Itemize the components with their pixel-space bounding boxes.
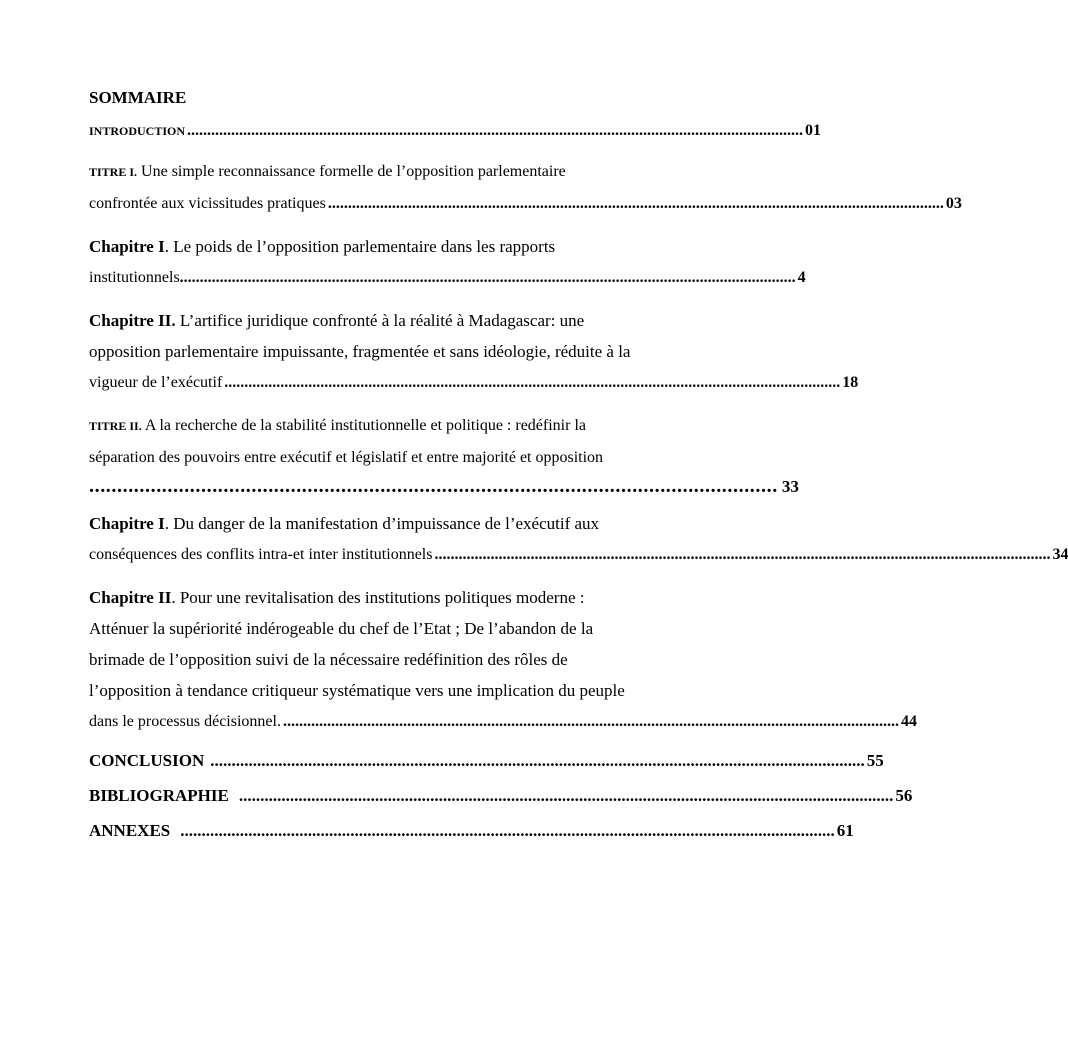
toc-page-number: 03 xyxy=(945,195,962,212)
toc-leader: .......................................................................................................................................................... xyxy=(327,195,944,212)
toc-entry-bibliographie xyxy=(89,780,913,811)
toc-label: INTRODUCTION xyxy=(89,124,186,138)
toc-entry-introduction xyxy=(89,121,822,141)
toc-label: ANNEXES xyxy=(89,821,171,840)
toc-text-line xyxy=(89,508,656,539)
toc-leader: .......................................................................................................................................................... xyxy=(187,122,804,139)
toc-text: . Du danger de la manifestation d’impuissance de l’exécutif aux xyxy=(164,514,600,533)
page-title: SOMMAIRE xyxy=(89,88,187,107)
toc-text: Atténuer la supériorité indérogeable du chef de l’Etat ; De l’abandon de la xyxy=(89,619,594,638)
toc-text-line xyxy=(89,442,656,473)
toc-prefix: TITRE I. xyxy=(89,165,138,179)
toc-page-number: 33 xyxy=(781,477,799,496)
toc-page-number: 01 xyxy=(805,122,822,139)
toc-page-number: 18 xyxy=(842,374,859,391)
toc-prefix: TITRE II. xyxy=(89,419,142,433)
toc-text: vigueur de l’exécutif xyxy=(89,374,223,391)
toc-text-line xyxy=(89,613,656,644)
toc-text: dans le processus décisionnel. xyxy=(89,713,281,730)
toc-text-line xyxy=(89,231,656,262)
toc-text-line xyxy=(89,582,656,613)
toc-leader: .......................................................................................................................................................... xyxy=(434,546,1051,563)
toc-entry-conclusion xyxy=(89,745,884,776)
toc-page-number: 61 xyxy=(836,821,854,840)
toc-leader: .......................................................................................................................................................... xyxy=(282,713,899,730)
toc-prefix: Chapitre II xyxy=(89,588,172,607)
toc-text: institutionnels xyxy=(89,269,180,286)
toc-text: Une simple reconnaissance formelle de l’opposition parlementaire xyxy=(141,163,566,180)
toc-leader: .......................................................................................................................................................... xyxy=(180,821,835,840)
toc-page-number: 4 xyxy=(797,269,806,286)
toc-leader: .......................................................................................................................................................... xyxy=(210,751,865,770)
toc-page-number: 56 xyxy=(895,786,913,805)
toc-text-line xyxy=(89,305,656,336)
toc-leader: .......................................................................................................................................................... xyxy=(238,786,894,805)
toc-text-line xyxy=(89,410,656,442)
toc-prefix: Chapitre I xyxy=(89,514,165,533)
toc-text-line xyxy=(89,336,656,367)
toc-text: conséquences des conflits intra-et inter institutionnels xyxy=(89,546,433,563)
toc-entry-titre-1 xyxy=(89,156,962,219)
table-of-contents xyxy=(89,88,1068,858)
toc-page-number: 44 xyxy=(900,713,917,730)
toc-text: . Le poids de l’opposition parlementaire dans les rapports xyxy=(164,237,556,256)
toc-leader: .......................................................................................................................................................... xyxy=(224,374,841,391)
toc-label: BIBLIOGRAPHIE xyxy=(89,786,229,805)
toc-text-line xyxy=(89,644,656,675)
toc-label: CONCLUSION xyxy=(89,751,205,770)
toc-page-number: 55 xyxy=(866,751,884,770)
toc-text: L’artifice juridique confronté à la réalité à Madagascar: une xyxy=(179,311,585,330)
toc-entry-chapitre-3 xyxy=(89,508,1068,570)
toc-entry-chapitre-2 xyxy=(89,305,859,398)
toc-text: l’opposition à tendance critiqueur systématique vers une implication du peuple xyxy=(89,681,625,700)
toc-leader: .......................................................................................................................................................... xyxy=(179,269,796,286)
toc-text: opposition parlementaire impuissante, fragmentée et sans idéologie, réduite à la xyxy=(89,342,631,361)
toc-text: . Pour une revitalisation des institutions politiques moderne : xyxy=(171,588,585,607)
toc-text: brimade de l’opposition suivi de la nécessaire redéfinition des rôles de xyxy=(89,650,568,669)
toc-entry-chapitre-4 xyxy=(89,582,917,737)
toc-entry-titre-2 xyxy=(89,410,799,500)
toc-prefix: Chapitre II. xyxy=(89,311,176,330)
toc-entry-annexes xyxy=(89,815,854,846)
toc-text-line xyxy=(89,675,656,706)
toc-text: séparation des pouvoirs entre exécutif et législatif et entre majorité et opposition xyxy=(89,449,604,466)
toc-page-number: 34 xyxy=(1052,546,1068,563)
toc-leader: ........................................................................................................................... xyxy=(89,475,778,497)
toc-text-line xyxy=(89,156,656,188)
toc-text: A la recherche de la stabilité institutionnelle et politique : redéfinir la xyxy=(144,417,586,434)
toc-prefix: Chapitre I xyxy=(89,237,165,256)
toc-entry-chapitre-1 xyxy=(89,231,806,293)
toc-text: confrontée aux vicissitudes pratiques xyxy=(89,195,326,212)
